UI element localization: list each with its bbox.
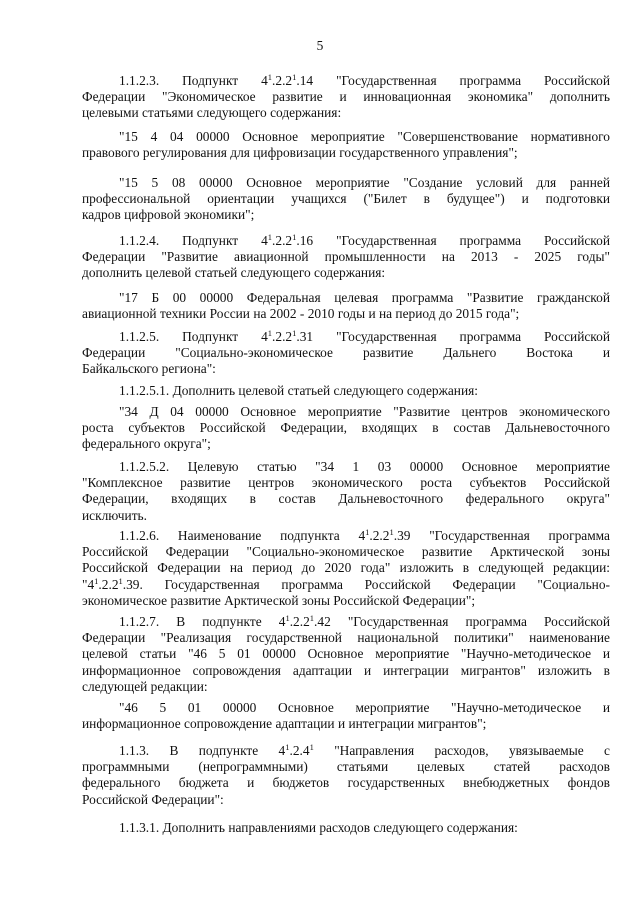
text-run: исключить. bbox=[82, 507, 147, 523]
text-run: Российской Федерации на период до 2020 года" изложить в следующей редакции: bbox=[82, 560, 610, 576]
text-run: .14 "Государственная программа Российской bbox=[296, 73, 610, 88]
text-run: правового регулирования для цифровизации государственного управления"; bbox=[82, 145, 518, 161]
text-line bbox=[82, 207, 610, 223]
paragraph bbox=[82, 614, 610, 695]
text-run: "4 bbox=[82, 576, 95, 592]
text-line bbox=[82, 459, 610, 475]
text-run: 1.1.2.5.1. Дополнить целевой статьей следующего содержания: bbox=[119, 383, 479, 398]
paragraph bbox=[82, 73, 610, 122]
text-run: 1.1.2.4. Подпункт 4 bbox=[119, 233, 268, 248]
text-run: целевой статьи "46 5 01 00000 Основное мероприятие "Научно-методическое и bbox=[82, 646, 610, 662]
text-line bbox=[82, 345, 610, 361]
text-line bbox=[82, 820, 610, 836]
text-line bbox=[82, 404, 610, 420]
page-number: 5 bbox=[316, 38, 324, 53]
superscript: 1 bbox=[118, 575, 123, 586]
text-run: .2.2 bbox=[272, 329, 293, 344]
text-line bbox=[82, 306, 610, 322]
text-run: федерального округа"; bbox=[82, 436, 211, 452]
paragraph bbox=[82, 129, 610, 161]
text-line bbox=[82, 508, 610, 524]
text-run: "46 5 01 00000 Основное мероприятие "Научно-методическое и bbox=[119, 700, 610, 715]
paragraph bbox=[82, 459, 610, 524]
text-line bbox=[82, 145, 610, 161]
superscript: 1 bbox=[267, 328, 273, 338]
text-line bbox=[82, 436, 610, 452]
paragraph bbox=[82, 329, 610, 378]
paragraph bbox=[82, 700, 610, 732]
text-run: следующей редакции: bbox=[82, 678, 208, 694]
superscript: 1 bbox=[309, 742, 314, 752]
text-run: Федерации "Социально-экономическое развитие Дальнего Востока и bbox=[82, 345, 610, 361]
text-line bbox=[82, 716, 610, 732]
text-run: кадров цифровой экономики"; bbox=[82, 207, 255, 223]
text-line bbox=[82, 329, 610, 345]
text-run: "15 4 04 00000 Основное мероприятие "Совершенствование нормативного bbox=[119, 129, 610, 144]
paragraph bbox=[82, 175, 610, 224]
text-run: 1.1.3.1. Дополнить направлениями расходов следующего содержания: bbox=[119, 820, 518, 835]
superscript: 1 bbox=[292, 72, 297, 82]
text-run: .39. Государственная программа Российской Федерации "Социально- bbox=[122, 576, 610, 592]
text-line bbox=[82, 89, 610, 105]
text-run: "34 Д 04 00000 Основное мероприятие "Развитие центров экономического bbox=[119, 404, 610, 419]
text-run: профессиональной ориентации учащихся ("Билет в будущее") и подготовки bbox=[82, 191, 610, 207]
text-line bbox=[82, 577, 610, 593]
text-run: "15 5 08 00000 Основное мероприятие "Создание условий для ранней bbox=[119, 175, 610, 190]
text-line bbox=[82, 265, 610, 281]
text-line bbox=[82, 420, 610, 436]
text-run: федерального бюджета и бюджетов государственных внебюджетных фондов bbox=[82, 775, 610, 791]
text-line bbox=[82, 679, 610, 695]
text-run: дополнить целевой статьей следующего содержания: bbox=[82, 265, 386, 281]
paragraph bbox=[82, 820, 610, 836]
text-run: Федерации "Экономическое развитие и инновационная экономика" дополнить bbox=[82, 89, 610, 105]
text-line bbox=[82, 792, 610, 808]
text-run: Федерации "Развитие авиационной промышленности на 2013 - 2025 годы" bbox=[82, 249, 610, 265]
text-line bbox=[82, 528, 610, 544]
text-run: программными (непрограммными) статьями целевых статей расходов bbox=[82, 759, 610, 775]
text-run: .2.2 bbox=[369, 528, 390, 543]
text-line bbox=[82, 383, 610, 399]
text-run: Российской Федерации "Социально-экономическое развитие Арктической зоны bbox=[82, 544, 610, 560]
text-line bbox=[82, 544, 610, 560]
text-run: Федерации "Реализация государственной национальной политики" наименование bbox=[82, 630, 610, 646]
paragraph bbox=[82, 404, 610, 453]
text-run: .31 "Государственная программа Российской bbox=[296, 329, 610, 344]
text-run: .42 "Государственная программа Российской bbox=[314, 614, 610, 629]
text-run: .16 "Государственная программа Российской bbox=[296, 233, 610, 248]
text-line bbox=[82, 646, 610, 662]
paragraph bbox=[82, 383, 610, 399]
text-line bbox=[82, 593, 610, 609]
superscript: 1 bbox=[292, 232, 297, 242]
text-run: Российской Федерации": bbox=[82, 791, 224, 807]
text-line bbox=[82, 105, 610, 121]
text-line bbox=[82, 175, 610, 191]
text-line bbox=[82, 475, 610, 491]
text-run: экономическое развитие Арктической зоны Российской Федерации"; bbox=[82, 592, 476, 608]
text-run: информационное сопровождение адаптации и интеграции мигрантов"; bbox=[82, 716, 487, 732]
text-run: "17 Б 00 00000 Федеральная целевая программа "Развитие гражданской bbox=[119, 290, 610, 305]
text-line bbox=[82, 630, 610, 646]
paragraph bbox=[82, 528, 610, 609]
text-line bbox=[82, 73, 610, 89]
text-line bbox=[82, 700, 610, 716]
superscript: 1 bbox=[267, 72, 273, 82]
text-run: .2.2 bbox=[272, 73, 293, 88]
superscript: 1 bbox=[292, 328, 297, 338]
text-run: .2.2 bbox=[98, 576, 119, 592]
text-line bbox=[82, 249, 610, 265]
text-line bbox=[82, 560, 610, 576]
text-run: "Комплексное развитие центров экономического роста субъектов Российской bbox=[82, 475, 610, 491]
text-run: информационное сопровождения адаптации и интеграции мигрантов" изложить в bbox=[82, 662, 610, 678]
superscript: 1 bbox=[94, 575, 99, 586]
text-line bbox=[82, 290, 610, 306]
superscript: 1 bbox=[285, 613, 290, 623]
text-run: 1.1.3. В подпункте 4 bbox=[119, 743, 286, 758]
paragraph bbox=[82, 233, 610, 282]
text-run: "Направления расходов, увязываемые с bbox=[313, 743, 610, 758]
text-line bbox=[82, 491, 610, 507]
paragraph bbox=[82, 290, 610, 322]
text-run: 1.1.2.3. Подпункт 4 bbox=[119, 73, 268, 88]
text-line bbox=[82, 663, 610, 679]
text-line bbox=[82, 361, 610, 377]
superscript: 1 bbox=[267, 232, 273, 242]
text-run: 1.1.2.5. Подпункт 4 bbox=[119, 329, 268, 344]
text-line bbox=[82, 191, 610, 207]
text-run: .2.2 bbox=[272, 233, 293, 248]
text-line bbox=[82, 743, 610, 759]
text-run: .2.4 bbox=[289, 743, 310, 758]
text-run: .39 "Государственная программа bbox=[393, 528, 611, 543]
text-run: роста субъектов Российской Федерации, входящих в состав Дальневосточного bbox=[82, 420, 610, 436]
text-line bbox=[82, 775, 610, 791]
superscript: 1 bbox=[365, 527, 370, 537]
superscript: 1 bbox=[285, 742, 290, 752]
text-run: авиационной техники России на 2002 - 2010 годы и на период до 2015 года"; bbox=[82, 306, 520, 322]
text-run: 1.1.2.5.2. Целевую статью "34 1 03 00000 Основное мероприятие bbox=[119, 459, 610, 474]
text-run: Федерации, входящих в состав Дальневосточного федерального округа" bbox=[82, 491, 610, 507]
text-line bbox=[82, 759, 610, 775]
superscript: 1 bbox=[309, 613, 315, 623]
text-run: 1.1.2.6. Наименование подпункта 4 bbox=[119, 528, 366, 543]
paragraph bbox=[82, 743, 610, 808]
superscript: 1 bbox=[389, 527, 394, 537]
text-run: Байкальского региона": bbox=[82, 361, 216, 377]
text-run: целевыми статьями следующего содержания: bbox=[82, 105, 342, 121]
text-line bbox=[82, 233, 610, 249]
text-line bbox=[82, 614, 610, 630]
text-line bbox=[82, 129, 610, 145]
text-run: .2.2 bbox=[289, 614, 310, 629]
text-run: 1.1.2.7. В подпункте 4 bbox=[119, 614, 286, 629]
